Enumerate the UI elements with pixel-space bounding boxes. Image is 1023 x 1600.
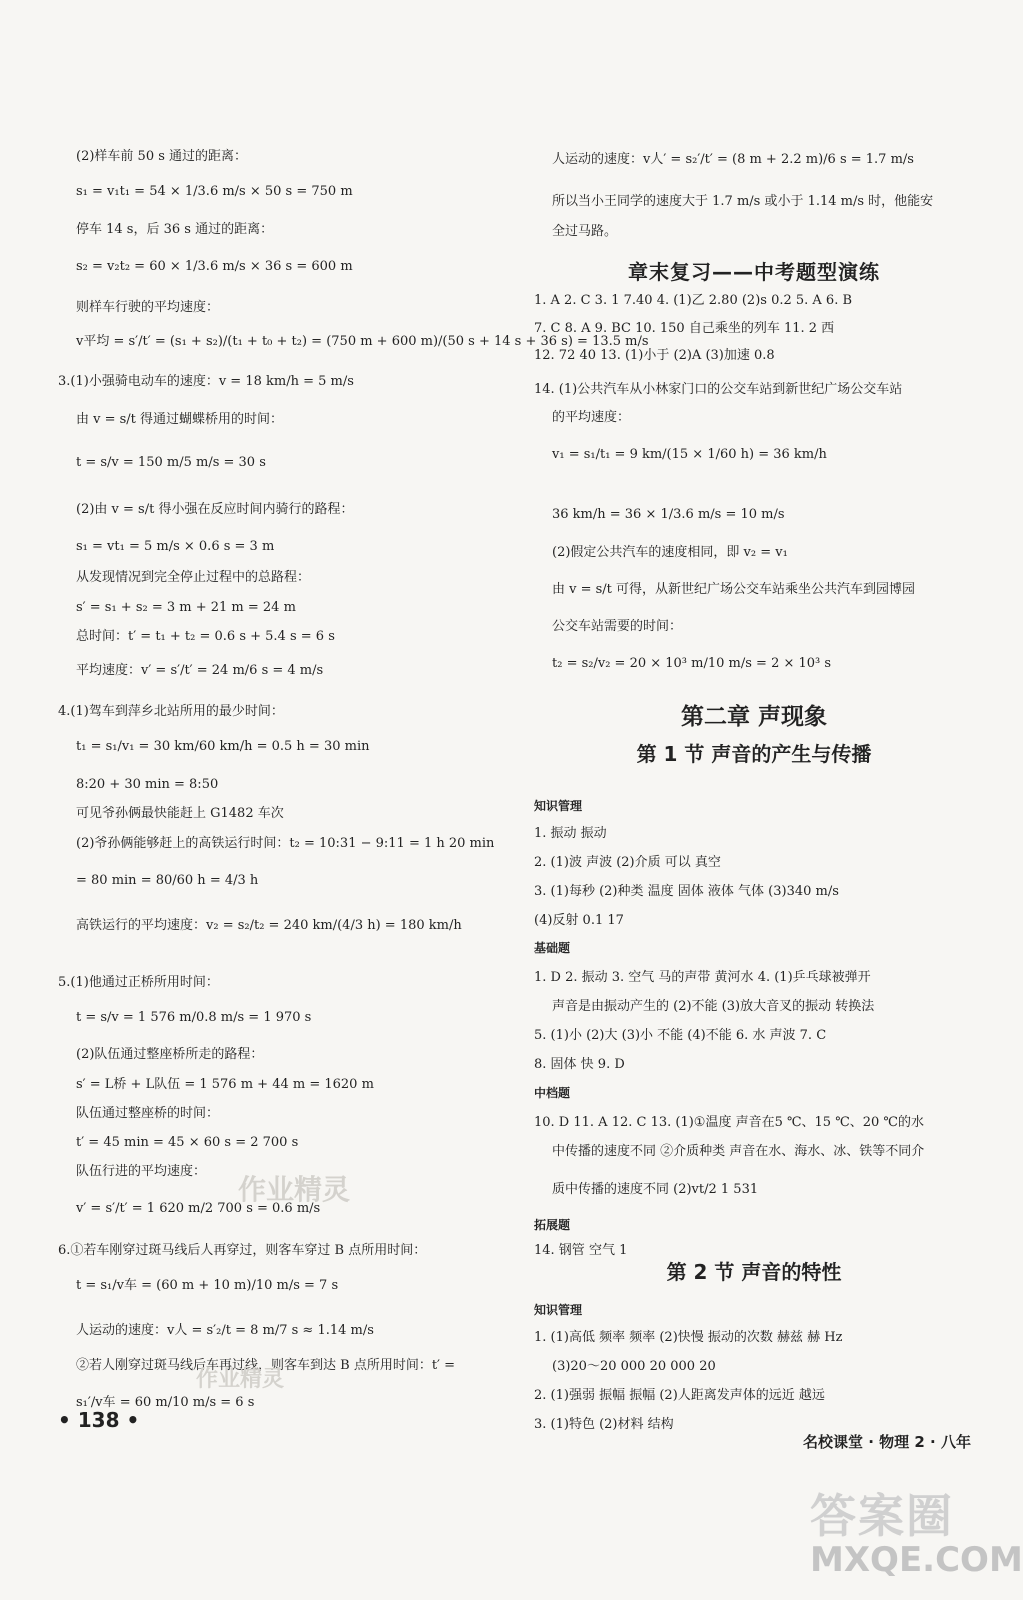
text-line: 1. A 2. C 3. 1 7.40 4. (1)乙 2.80 (2)s 0.2 5. A 6. B — [534, 293, 853, 308]
text-line: 3. (1)特色 (2)材料 结构 — [534, 1417, 674, 1432]
text-line: 8:20 + 30 min = 8:50 — [76, 777, 219, 792]
text-line: 声音是由振动产生的 (2)不能 (3)放大音叉的振动 转换法 — [552, 999, 875, 1014]
text-line: 5.(1)他通过正桥所用时间： — [58, 975, 219, 990]
chapter-title: 第二章 声现象 — [680, 704, 827, 730]
text-line: 2. (1)强弱 振幅 振幅 (2)人距离发声体的远近 越远 — [534, 1388, 825, 1403]
text-line: t = s/v = 150 m/5 m/s = 30 s — [76, 455, 266, 470]
text-line: 平均速度：v′ = s′/t′ = 24 m/6 s = 4 m/s — [76, 663, 324, 678]
text-line: 3.(1)小强骑电动车的速度：v = 18 km/h = 5 m/s — [58, 374, 354, 389]
text-line: 可见爷孙俩最快能赶上 G1482 车次 — [76, 806, 284, 821]
text-line: (2)队伍通过整座桥所走的路程： — [76, 1047, 264, 1062]
text-line: 1. 振动 振动 — [534, 826, 607, 841]
text-line: 14. 钢管 空气 1 — [534, 1243, 628, 1258]
text-line: 由 v = s/t 可得，从新世纪广场公交车站乘坐公共汽车到园博园 — [552, 582, 916, 597]
text-line: ②若人刚穿过斑马线后车再过线，则客车到达 B 点所用时间：t′ = — [76, 1358, 456, 1373]
text-line: 人运动的速度：v人′ = s₂′/t′ = (8 m + 2.2 m)/6 s = 1.7 m/s — [552, 152, 914, 167]
subheading: 基础题 — [534, 941, 571, 955]
section-title: 第 2 节 声音的特性 — [666, 1260, 842, 1284]
site-logo — [790, 1478, 1023, 1596]
text-line: t₂ = s₂/v₂ = 20 × 10³ m/10 m/s = 2 × 10³ s — [552, 656, 832, 671]
text-line: (2)爷孙俩能够赶上的高铁运行时间：t₂ = 10:31 − 9:11 = 1 h 20 min — [76, 836, 495, 851]
logo-domain: MXQE.COM — [810, 1540, 1023, 1580]
text-line: 14. (1)公共汽车从小林家门口的公交车站到新世纪广场公交车站 — [534, 382, 903, 397]
text-line: 从发现情况到完全停止过程中的总路程： — [76, 570, 311, 585]
text-line: 全过马路。 — [552, 224, 618, 239]
text-line: s′ = s₁ + s₂ = 3 m + 21 m = 24 m — [76, 600, 296, 615]
text-line: t = s/v = 1 576 m/0.8 m/s = 1 970 s — [76, 1010, 312, 1025]
text-line: 12. 72 40 13. (1)小于 (2)A (3)加速 0.8 — [534, 348, 775, 363]
text-line: 质中传播的速度不同 (2)vt/2 1 531 — [552, 1182, 759, 1197]
text-line: 所以当小王同学的速度大于 1.7 m/s 或小于 1.14 m/s 时，他能安 — [552, 194, 934, 209]
text-line: 8. 固体 快 9. D — [534, 1057, 625, 1072]
watermark: 作业精灵 — [238, 1173, 351, 1206]
text-line: 则样车行驶的平均速度： — [76, 300, 220, 315]
text-line: t′ = 45 min = 45 × 60 s = 2 700 s — [76, 1135, 299, 1150]
text-line: 高铁运行的平均速度：v₂ = s₂/t₂ = 240 km/(4/3 h) = 180 km/h — [76, 918, 462, 933]
subheading: 知识管理 — [534, 1303, 583, 1317]
text-line: 10. D 11. A 12. C 13. (1)①温度 声音在5 ℃、15 ℃、20 ℃的水 — [534, 1115, 924, 1130]
text-line: 中传播的速度不同 ②介质种类 声音在水、海水、冰、铁等不同介 — [552, 1144, 925, 1159]
text-line: (2)假定公共汽车的速度相同，即 v₂ = v₁ — [552, 545, 788, 560]
text-line: s₂ = v₂t₂ = 60 × 1/3.6 m/s × 36 s = 600 m — [76, 259, 353, 274]
text-line: s₁′/v车 = 60 m/10 m/s = 6 s — [76, 1395, 255, 1410]
subheading: 拓展题 — [534, 1218, 571, 1232]
subheading: 知识管理 — [534, 799, 583, 813]
text-line: 1. (1)高低 频率 频率 (2)快慢 振动的次数 赫兹 赫 Hz — [534, 1330, 843, 1345]
text-line: 人运动的速度：v人 = s′₂/t = 8 m/7 s ≈ 1.14 m/s — [76, 1323, 374, 1338]
text-line: 总时间：t′ = t₁ + t₂ = 0.6 s + 5.4 s = 6 s — [76, 629, 335, 644]
logo-text: 答案圈 — [810, 1489, 954, 1543]
text-line: t = s₁/v车 = (60 m + 10 m)/10 m/s = 7 s — [76, 1278, 339, 1293]
text-line: (4)反射 0.1 17 — [534, 913, 624, 928]
text-line: 的平均速度： — [552, 410, 631, 425]
section-title: 第 1 节 声音的产生与传播 — [636, 742, 872, 766]
text-line: 6.①若车刚穿过斑马线后人再穿过，则客车穿过 B 点所用时间： — [58, 1243, 427, 1258]
text-line: v₁ = s₁/t₁ = 9 km/(15 × 1/60 h) = 36 km/h — [552, 447, 827, 462]
text-line: s′ = L桥 + L队伍 = 1 576 m + 44 m = 1620 m — [76, 1077, 374, 1092]
text-line: t₁ = s₁/v₁ = 30 km/60 km/h = 0.5 h = 30 min — [76, 739, 370, 754]
page-number: • 138 • — [58, 1408, 140, 1432]
text-line: 1. D 2. 振动 3. 空气 马的声带 黄河水 4. (1)乒乓球被弹开 — [534, 970, 871, 985]
text-line: v平均 = s′/t′ = (s₁ + s₂)/(t₁ + t₀ + t₂) = (750 m + 600 m)/(50 s + 14 s + 36 s) = 13.5 m/s — [76, 334, 649, 349]
text-line: 队伍通过整座桥的时间： — [76, 1106, 220, 1121]
text-line: v′ = s′/t′ = 1 620 m/2 700 s = 0.6 m/s — [76, 1201, 321, 1216]
text-line: 由 v = s/t 得通过蝴蝶桥用的时间： — [76, 412, 284, 427]
subheading: 中档题 — [534, 1086, 571, 1100]
text-line: 公交车站需要的时间： — [552, 619, 683, 634]
review-title: 章末复习——中考题型演练 — [628, 260, 880, 284]
text-line: = 80 min = 80/60 h = 4/3 h — [76, 873, 259, 888]
text-line: (2)由 v = s/t 得小强在反应时间内骑行的路程： — [76, 502, 354, 517]
text-line: 5. (1)小 (2)大 (3)小 不能 (4)不能 6. 水 声波 7. C — [534, 1028, 827, 1043]
text-line: s₁ = v₁t₁ = 54 × 1/3.6 m/s × 50 s = 750 m — [76, 184, 353, 199]
text-line: 2. (1)波 声波 (2)介质 可以 真空 — [534, 855, 721, 870]
text-line: 4.(1)驾车到萍乡北站所用的最少时间： — [58, 704, 284, 719]
text-line: 36 km/h = 36 × 1/3.6 m/s = 10 m/s — [552, 507, 785, 522]
text-line: 3. (1)每秒 (2)种类 温度 固体 液体 气体 (3)340 m/s — [534, 884, 839, 899]
footer-title: 名校课堂 · 物理 2 · 八年 — [803, 1433, 971, 1451]
text-line: 停车 14 s，后 36 s 通过的距离： — [76, 222, 274, 237]
right-column — [534, 0, 974, 1600]
text-line: 7. C 8. A 9. BC 10. 150 自己乘坐的列车 11. 2 西 — [534, 321, 835, 336]
text-line: 队伍行进的平均速度： — [76, 1164, 207, 1179]
watermark: 作业精灵 — [196, 1366, 285, 1392]
text-line: (3)20～20 000 20 000 20 — [552, 1359, 716, 1374]
text-line: (2)样车前 50 s 通过的距离： — [76, 149, 248, 164]
text-line: s₁ = vt₁ = 5 m/s × 0.6 s = 3 m — [76, 539, 275, 554]
